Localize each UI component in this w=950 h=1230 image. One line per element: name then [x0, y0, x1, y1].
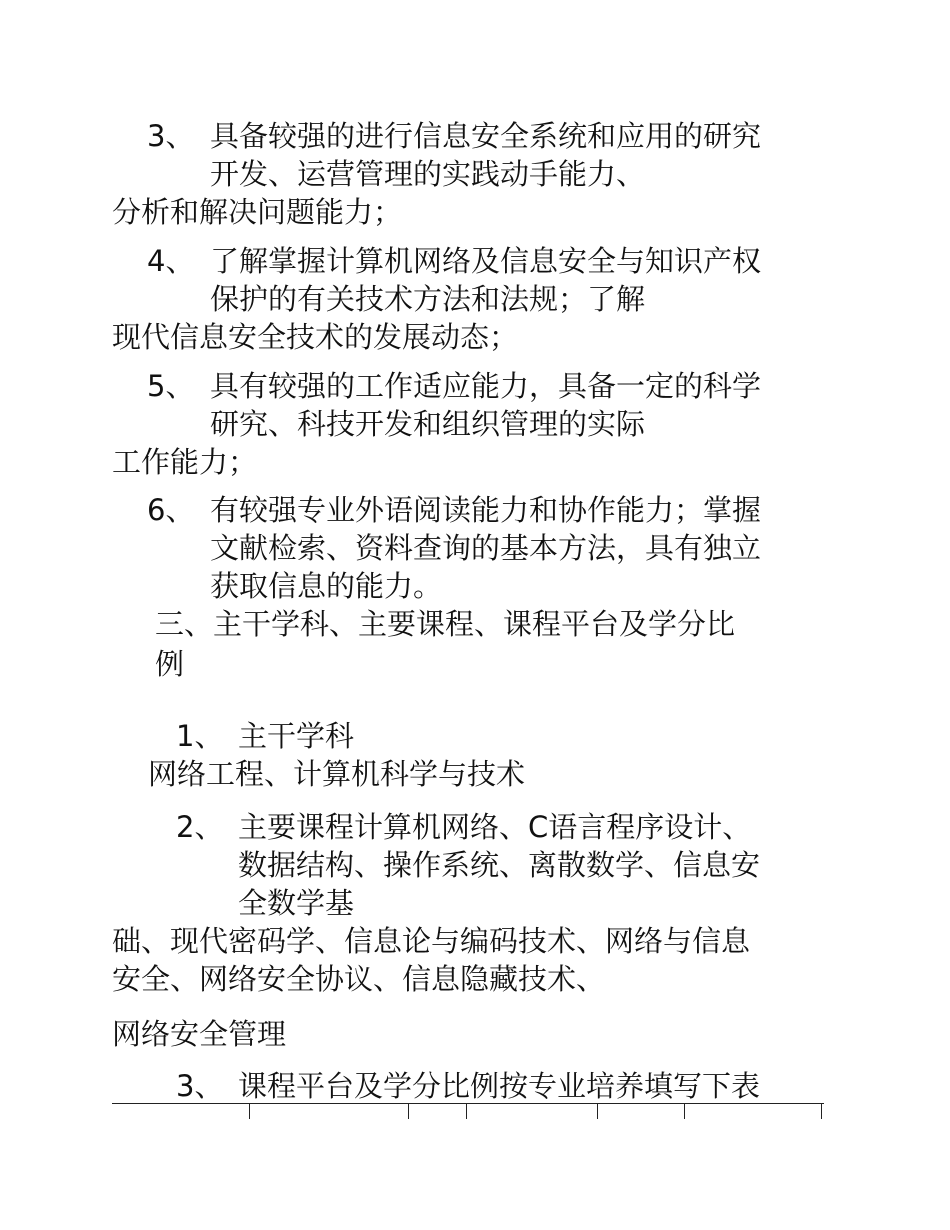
course-credit-table: [112, 1103, 824, 1123]
section-heading: 三、主干学科、主要课程、课程平台及学分比: [155, 607, 736, 641]
list-item-text: 获取信息的能力。: [210, 569, 443, 603]
subsection-number: 1、: [176, 719, 224, 753]
subsection-number: 3、: [176, 1069, 224, 1103]
list-item-text: 具有较强的工作适应能力，具备一定的科学: [210, 369, 762, 403]
list-number: 5、: [147, 369, 195, 403]
list-number: 3、: [147, 119, 195, 153]
list-item-tail: 工作能力；: [112, 445, 258, 479]
subsection-title: 主干学科: [238, 719, 355, 753]
list-number: 6、: [147, 493, 195, 527]
table-column-divider: [684, 1103, 685, 1119]
list-item-text: 保护的有关技术方法和法规；了解: [210, 282, 646, 316]
section-heading-continued: 例: [155, 647, 185, 681]
table-top-border: [112, 1103, 824, 1104]
table-column-divider: [597, 1103, 598, 1119]
list-item-text: 文献检索、资料查询的基本方法，具有独立: [210, 531, 762, 565]
subsection-tail: 础、现代密码学、信息论与编码技术、网络与信息: [112, 924, 751, 958]
table-column-divider: [249, 1103, 250, 1119]
subsection-text: 主要课程计算机网络、C语言程序设计、: [238, 810, 752, 844]
subsection-text: 全数学基: [238, 886, 355, 920]
table-column-divider: [466, 1103, 467, 1119]
subsection-tail: 安全、网络安全协议、信息隐藏技术、: [112, 962, 606, 996]
subsection-body: 网络工程、计算机科学与技术: [148, 757, 526, 791]
subsection-number: 2、: [176, 810, 224, 844]
list-item-text: 开发、运营管理的实践动手能力、: [210, 157, 646, 191]
list-item-text: 研究、科技开发和组织管理的实际: [210, 407, 646, 441]
list-number: 4、: [147, 244, 195, 278]
subsection-title: 课程平台及学分比例按专业培养填写下表: [238, 1069, 761, 1103]
list-item-text: 具备较强的进行信息安全系统和应用的研究: [210, 119, 762, 153]
table-column-divider: [821, 1103, 822, 1119]
list-item-text: 有较强专业外语阅读能力和协作能力；掌握: [210, 493, 762, 527]
subsection-text: 数据结构、操作系统、离散数学、信息安: [238, 848, 761, 882]
list-item-text: 了解掌握计算机网络及信息安全与知识产权: [210, 244, 762, 278]
table-column-divider: [408, 1103, 409, 1119]
list-item-tail: 分析和解决问题能力；: [112, 195, 403, 229]
list-item-tail: 现代信息安全技术的发展动态；: [112, 320, 519, 354]
subsection-tail: 网络安全管理: [112, 1017, 287, 1051]
